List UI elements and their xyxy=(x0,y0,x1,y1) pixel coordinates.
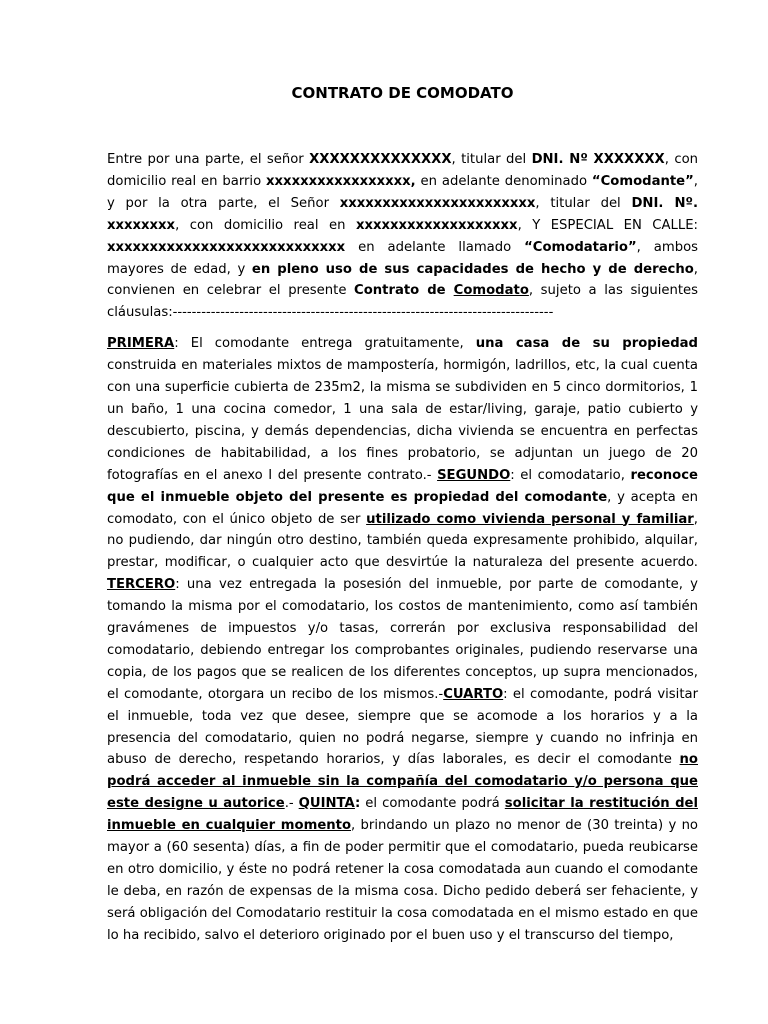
clauses-paragraph xyxy=(107,333,698,946)
emphasis-text: reconoce que el inmueble objeto del presente es propiedad del comodante xyxy=(107,467,698,505)
contract-name-underlined: Comodato xyxy=(453,283,529,299)
text-run: , titular del xyxy=(451,152,532,167)
comodatario-calle: xxxxxxxxxxxxxxxxxxxxxxxxxxxx xyxy=(107,239,346,255)
contract-name: Contrato de xyxy=(354,283,454,299)
comodante-label: “Comodante” xyxy=(591,173,694,189)
text-run: , convienen en celebrar el presente xyxy=(107,261,698,299)
text-run: , con domicilio real en barrio xyxy=(107,152,699,189)
comodatario-name: xxxxxxxxxxxxxxxxxxxxxxx xyxy=(339,195,536,211)
comodatario-domicilio: xxxxxxxxxxxxxxxxxxx xyxy=(355,217,518,233)
text-run: : una vez entregada la posesión del inmueble, por parte de comodante, y tomando la misma por el comodatario, los costos de mantenimiento, como así también gravámenes de impuestos y/o tasas, correrán por exclusiva responsabilidad del comodatario, debiendo entregar los comprobantes originales, pudiendo reservarse una copia, de los pagos que se realicen de los diferentes conceptos, up supra mencionados, el comodante, otorgara un recibo de los mismos.- xyxy=(107,577,698,702)
text-run: , y por la otra parte, el Señor xyxy=(107,173,698,211)
clause-heading-quinta: QUINTA xyxy=(298,796,355,812)
clause-heading-segundo: SEGUNDO xyxy=(437,467,511,483)
comodante-dni: DNI. Nº XXXXXXX xyxy=(531,152,665,167)
text-run: construida en materiales mixtos de mampostería, hormigón, ladrillos, etc, la cual cuenta con una superficie cubierta de 235m2, la misma se subdividen en 5 cinco dormitorios, 1 un baño, 1 una cocina comedor, 1 una sala de estar/living, garaje, patio cubierto y descubierto, piscina, y demás dependencias, dicha vivienda se encuentra en perfectas condiciones de habitabilidad, a los fines probatorio, se adjuntan un juego de 20 fotografías en el anexo I del presente contrato.- xyxy=(107,358,698,483)
text-run: , Y ESPECIAL EN CALLE: xyxy=(517,217,698,233)
text-run: , y acepta en comodato, con el único objeto de ser xyxy=(107,489,698,527)
text-run: : el comodante, podrá visitar el inmueble, toda vez que desee, siempre que se acomode a los horarios y a la presencia del comodatario, quien no podrá negarse, siempre y cuando no infrinja en abuso de derecho, respetando horarios, y días laborales, es decir el comodante xyxy=(107,686,698,768)
text-run: el comodante podrá xyxy=(360,796,505,812)
comodante-barrio: xxxxxxxxxxxxxxxxx, xyxy=(266,173,416,189)
document-title: CONTRATO DE COMODATO xyxy=(291,84,514,102)
comodante-name: XXXXXXXXXXXXXX xyxy=(309,152,452,167)
comodatario-dni: DNI. Nº. xxxxxxxx xyxy=(107,195,698,233)
text-run: : el comodatario, xyxy=(510,467,631,483)
text-run: .- xyxy=(284,796,299,812)
clause-heading-cuarto: CUARTO xyxy=(443,686,504,702)
capacidades-clause: en pleno uso de sus capacidades de hecho y de derecho xyxy=(251,261,694,277)
text-run: en adelante denominado xyxy=(415,173,592,189)
text-run: , brindando un plazo no menor de (30 treinta) y no mayor a (60 sesenta) días, a fin de poder permitir que el comodatario, pueda reubicarse en otro domicilio, y éste no podrá retener la cosa comodatada aun cuando el comodante le deba, en razón de expensas de la misma cosa. Dicho pedido deberá ser fehaciente, y será obligación del Comodatario restituir la cosa comodatada en el mismo estado en que lo ha recibido, salvo el deterioro originado por el buen uso y el transcurso del tiempo, xyxy=(107,818,698,943)
text-run: , sujeto a las siguientes cláusulas:-------------------------------------------------------------------------------- xyxy=(107,283,698,321)
comodatario-label: “Comodatario” xyxy=(524,239,637,255)
text-run: , titular del xyxy=(535,195,632,211)
parties-paragraph xyxy=(107,149,698,324)
text-run: en adelante llamado xyxy=(345,239,525,255)
emphasis-underlined: no podrá acceder al inmueble sin la compañía del comodatario y/o persona que este designe u autorice xyxy=(107,752,698,812)
emphasis-underlined: utilizado como vivienda personal y familiar xyxy=(366,511,694,527)
clause-heading-tercero: TERCERO xyxy=(107,577,176,593)
text-run: : xyxy=(354,796,361,812)
text-run: Entre por una parte, el señor xyxy=(107,152,310,167)
text-run: , con domicilio real en xyxy=(175,217,356,233)
clause-heading-primera: PRIMERA xyxy=(107,336,175,352)
text-run: : El comodante entrega gratuitamente, xyxy=(174,336,476,352)
emphasis-text: una casa de su propiedad xyxy=(475,336,698,352)
text-run: , ambos mayores de edad, y xyxy=(107,239,699,277)
text-run: , no pudiendo, dar ningún otro destino, también queda expresamente prohibido, alquilar, prestar, modificar, o cualquier acto que desvirtúe la naturaleza del presente acuerdo. xyxy=(107,511,698,571)
emphasis-underlined: solicitar la restitución del inmueble en cualquier momento xyxy=(107,796,698,834)
